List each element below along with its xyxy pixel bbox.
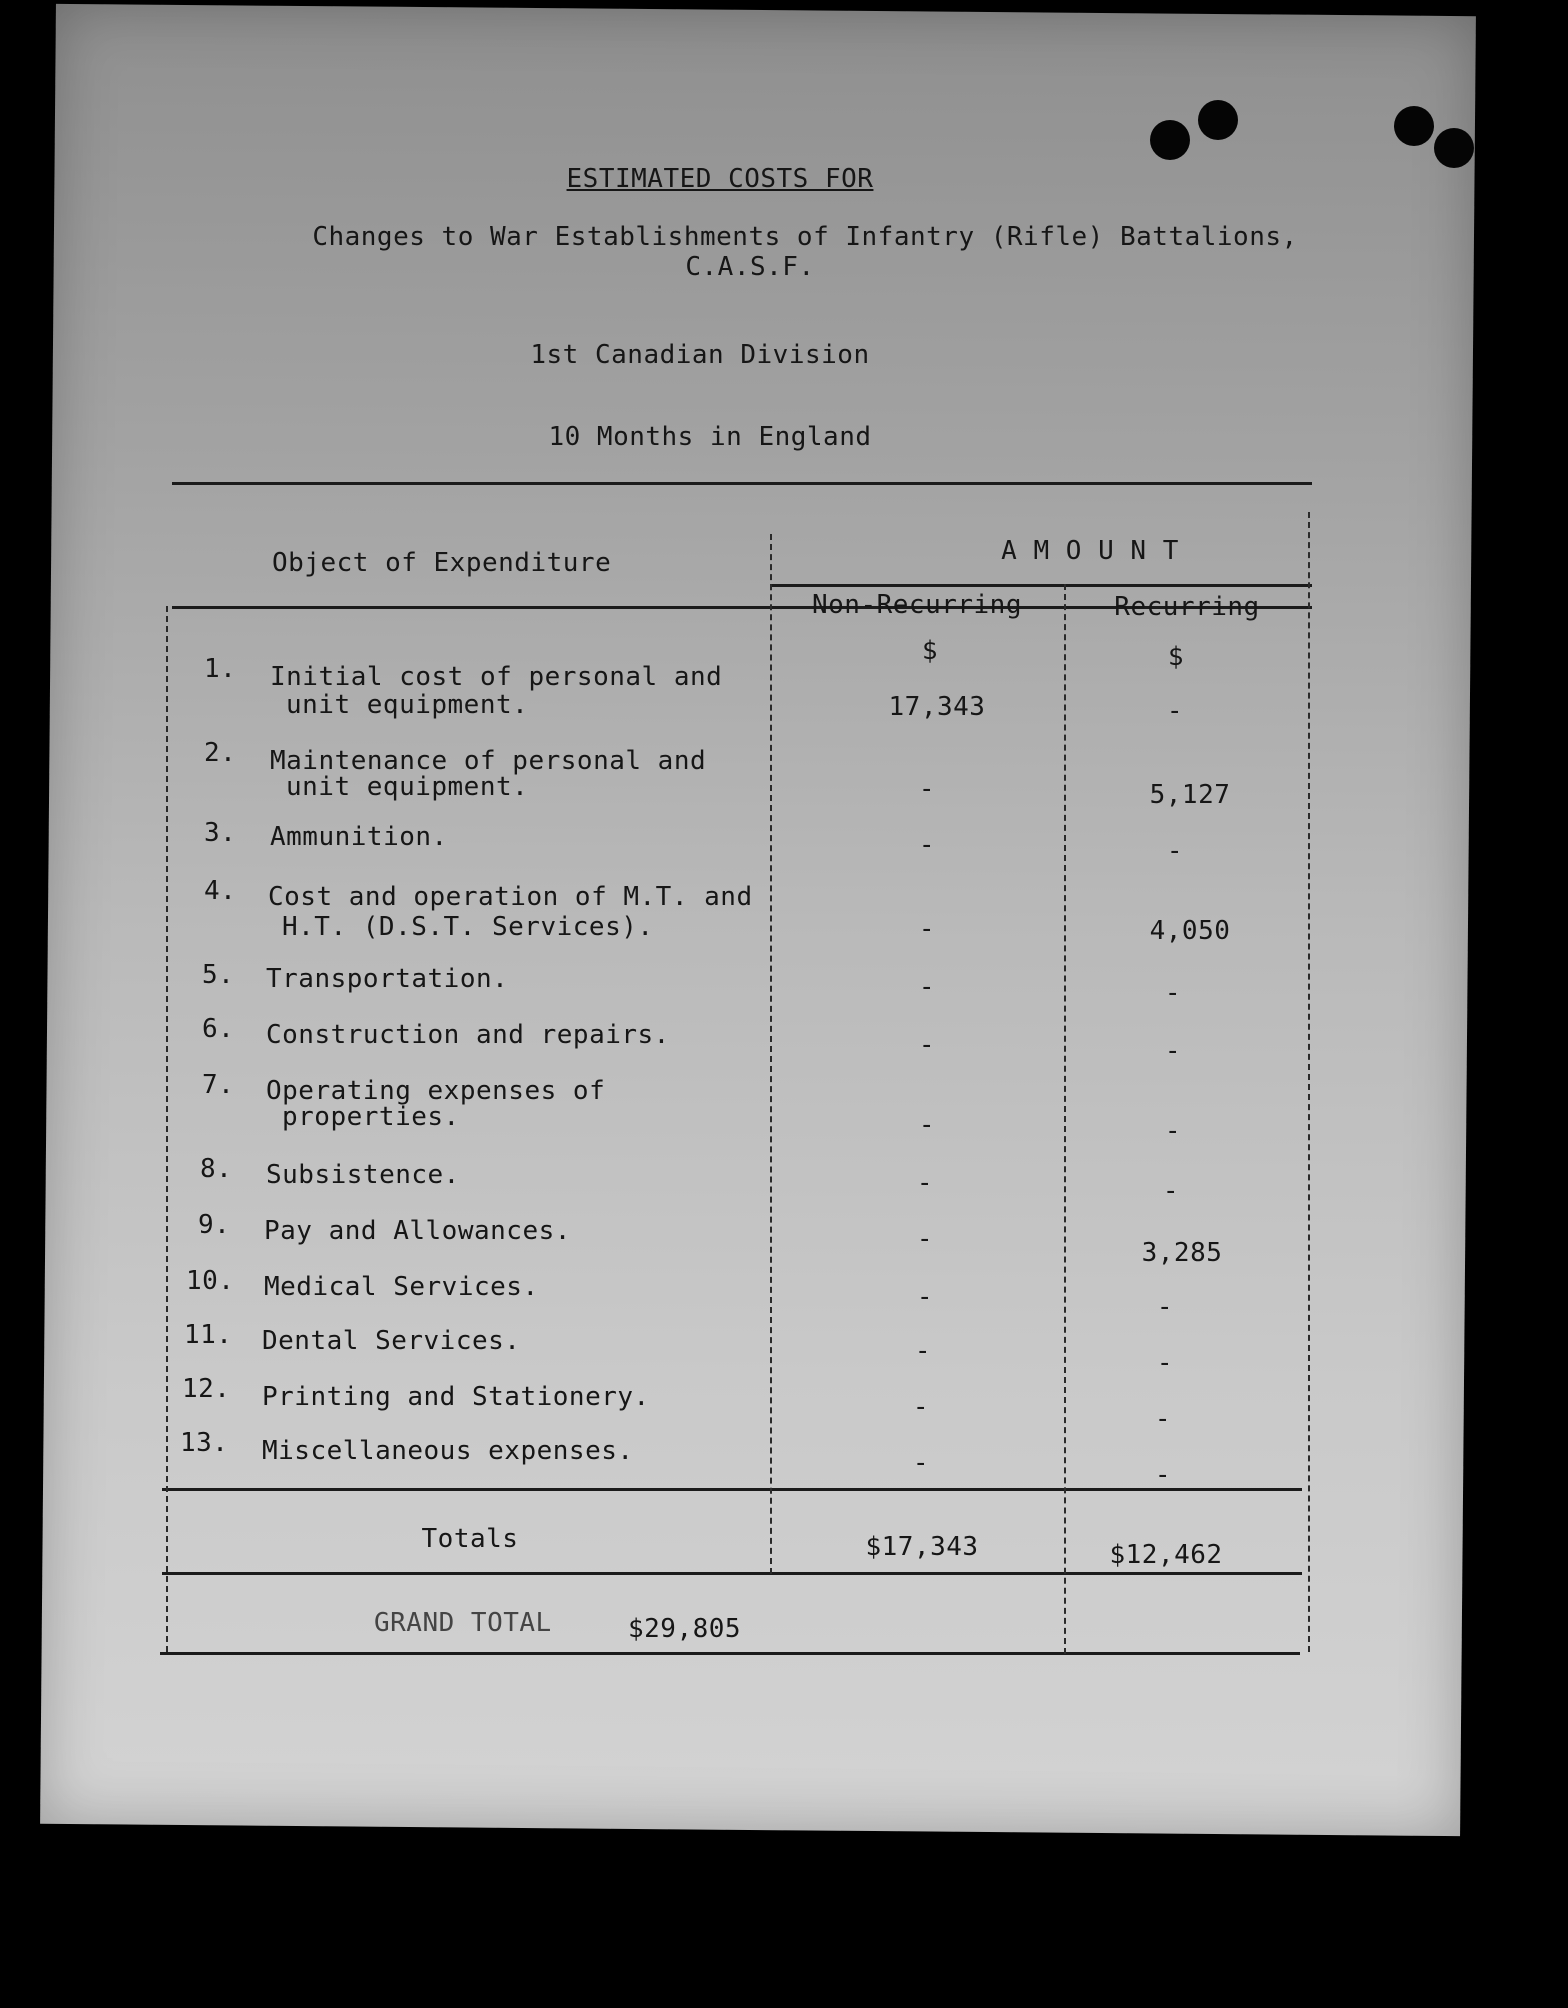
row-description: Transportation. bbox=[266, 964, 509, 994]
document-subtitle-unit: C.A.S.F. bbox=[685, 252, 815, 282]
totals-bottom-rule bbox=[162, 1572, 1302, 1575]
row-description: Cost and operation of M.T. and bbox=[268, 882, 753, 912]
totals-label: Totals bbox=[421, 1524, 519, 1554]
column-header-amount: A M O U N T bbox=[1001, 536, 1179, 566]
column-divider bbox=[1064, 584, 1066, 1654]
column-header-object: Object of Expenditure bbox=[272, 548, 612, 578]
column-divider bbox=[770, 534, 772, 1574]
row-number: 8. bbox=[200, 1154, 233, 1184]
punch-hole bbox=[1394, 106, 1434, 146]
row-description: Dental Services. bbox=[262, 1326, 521, 1356]
recurring-value: - bbox=[1156, 1348, 1174, 1378]
nonrecurring-value: - bbox=[916, 1168, 934, 1198]
total-nonrecurring: $17,343 bbox=[865, 1532, 979, 1562]
row-number: 10. bbox=[186, 1266, 235, 1296]
recurring-value: - bbox=[1164, 1116, 1182, 1146]
recurring-value: 5,127 bbox=[1149, 780, 1231, 810]
currency-symbol: $ bbox=[1167, 642, 1185, 672]
recurring-value: - bbox=[1166, 696, 1184, 726]
row-number: 12. bbox=[182, 1374, 231, 1404]
row-description-cont: properties. bbox=[282, 1102, 460, 1132]
punch-hole bbox=[1150, 120, 1190, 160]
row-number: 3. bbox=[204, 818, 237, 848]
row-description: Pay and Allowances. bbox=[264, 1216, 571, 1246]
table-top-rule bbox=[172, 482, 1312, 485]
row-description: Construction and repairs. bbox=[266, 1020, 670, 1050]
nonrecurring-value: - bbox=[916, 1282, 934, 1312]
recurring-value: 3,285 bbox=[1141, 1238, 1223, 1268]
recurring-value: - bbox=[1154, 1460, 1172, 1490]
nonrecurring-value: - bbox=[912, 1392, 930, 1422]
total-recurring: $12,462 bbox=[1109, 1540, 1223, 1570]
recurring-value: 4,050 bbox=[1149, 916, 1231, 946]
row-number: 9. bbox=[198, 1210, 231, 1240]
nonrecurring-value: - bbox=[916, 1224, 934, 1254]
row-number: 7. bbox=[202, 1070, 235, 1100]
recurring-value: - bbox=[1154, 1404, 1172, 1434]
row-description-cont: unit equipment. bbox=[286, 690, 529, 720]
nonrecurring-value: - bbox=[914, 1336, 932, 1366]
recurring-value: - bbox=[1156, 1292, 1174, 1322]
column-header-recurring: Recurring bbox=[1114, 592, 1260, 622]
nonrecurring-value: - bbox=[918, 830, 936, 860]
row-description: Ammunition. bbox=[270, 822, 448, 852]
column-header-nonrecurring: Non-Recurring bbox=[812, 590, 1022, 620]
currency-symbol: $ bbox=[921, 636, 939, 666]
row-number: 11. bbox=[184, 1320, 233, 1350]
nonrecurring-value: - bbox=[918, 1030, 936, 1060]
row-description-cont: unit equipment. bbox=[286, 772, 529, 802]
nonrecurring-value: - bbox=[918, 774, 936, 804]
amount-rule bbox=[770, 584, 1312, 587]
row-description: Operating expenses of bbox=[266, 1076, 606, 1106]
nonrecurring-value: - bbox=[918, 914, 936, 944]
document-subtitle: Changes to War Establishments of Infantry (Rifle) Battalions, bbox=[312, 222, 1298, 252]
row-number: 2. bbox=[204, 738, 237, 768]
recurring-value: - bbox=[1166, 836, 1184, 866]
recurring-value: - bbox=[1164, 978, 1182, 1008]
row-description: Miscellaneous expenses. bbox=[262, 1436, 634, 1466]
row-number: 4. bbox=[204, 876, 237, 906]
row-number: 1. bbox=[204, 654, 237, 684]
grand-total-label: GRAND TOTAL bbox=[374, 1608, 552, 1638]
row-number: 6. bbox=[202, 1014, 235, 1044]
division-heading: 1st Canadian Division bbox=[530, 340, 870, 370]
row-description: Subsistence. bbox=[266, 1160, 460, 1190]
recurring-value: - bbox=[1162, 1176, 1180, 1206]
table-left-edge bbox=[166, 606, 168, 1652]
recurring-value: - bbox=[1164, 1036, 1182, 1066]
row-description: Medical Services. bbox=[264, 1272, 539, 1302]
nonrecurring-value: - bbox=[918, 972, 936, 1002]
row-description: Printing and Stationery. bbox=[262, 1382, 650, 1412]
document-title: ESTIMATED COSTS FOR bbox=[566, 164, 874, 194]
grand-total-value: $29,805 bbox=[628, 1614, 742, 1644]
row-description: Maintenance of personal and bbox=[270, 746, 707, 776]
row-number: 5. bbox=[202, 960, 235, 990]
row-number: 13. bbox=[180, 1428, 229, 1458]
row-description: Initial cost of personal and bbox=[270, 662, 723, 692]
punch-hole bbox=[1434, 128, 1474, 168]
row-description-cont: H.T. (D.S.T. Services). bbox=[282, 912, 654, 942]
nonrecurring-value: - bbox=[918, 1110, 936, 1140]
table-bottom-rule bbox=[160, 1652, 1300, 1655]
punch-hole bbox=[1198, 100, 1238, 140]
period-heading: 10 Months in England bbox=[548, 422, 872, 452]
nonrecurring-value: - bbox=[912, 1448, 930, 1478]
table-right-edge bbox=[1308, 512, 1310, 1652]
nonrecurring-value: 17,343 bbox=[888, 692, 986, 722]
